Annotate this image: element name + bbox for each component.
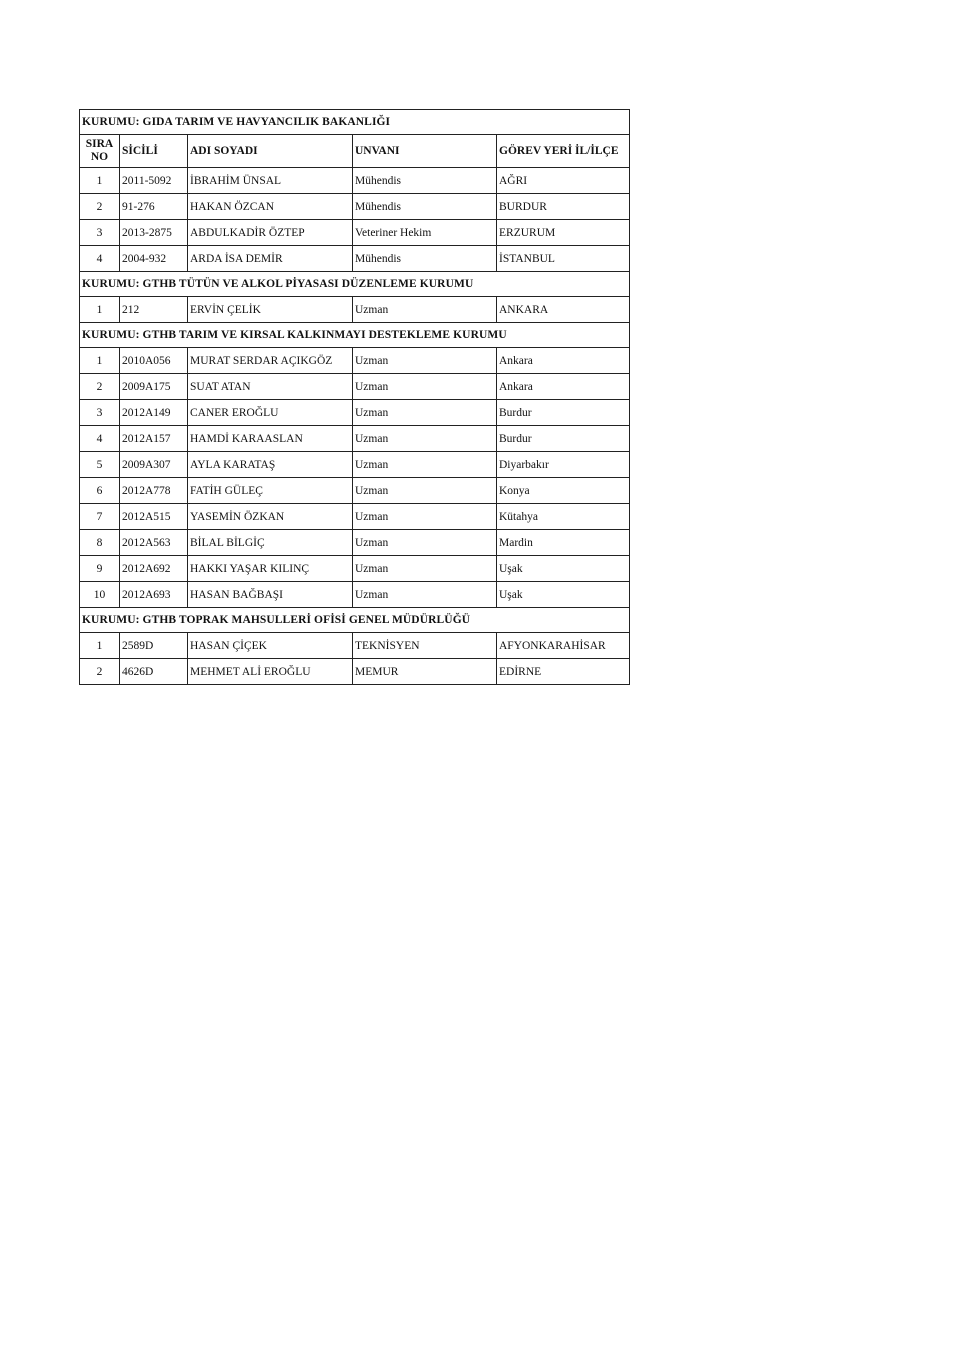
section-title: KURUMU: GTHB TÜTÜN VE ALKOL PİYASASI DÜZENLEME KURUMU bbox=[80, 272, 630, 297]
cell-sicili: 2011-5092 bbox=[120, 168, 188, 194]
personnel-table bbox=[79, 109, 630, 685]
cell-unvani: TEKNİSYEN bbox=[353, 633, 497, 659]
cell-unvani: Veteriner Hekim bbox=[353, 220, 497, 246]
cell-sicili: 91-276 bbox=[120, 194, 188, 220]
cell-sira-no: 8 bbox=[80, 530, 120, 556]
table-row bbox=[80, 297, 630, 323]
section-title: KURUMU: GIDA TARIM VE HAVYANCILIK BAKANLIĞI bbox=[80, 110, 630, 135]
cell-sicili: 2012A693 bbox=[120, 582, 188, 608]
cell-unvani: Uzman bbox=[353, 348, 497, 374]
cell-gorev-yeri: Ankara bbox=[497, 374, 630, 400]
cell-sira-no: 2 bbox=[80, 374, 120, 400]
cell-gorev-yeri: ANKARA bbox=[497, 297, 630, 323]
cell-gorev-yeri: Burdur bbox=[497, 426, 630, 452]
cell-unvani: Mühendis bbox=[353, 168, 497, 194]
header-gorev-yeri: GÖREV YERİ İL/İLÇE bbox=[497, 135, 630, 168]
table-row bbox=[80, 194, 630, 220]
table-row bbox=[80, 659, 630, 685]
cell-sira-no: 4 bbox=[80, 426, 120, 452]
table-row bbox=[80, 582, 630, 608]
cell-unvani: Uzman bbox=[353, 297, 497, 323]
cell-unvani: Uzman bbox=[353, 582, 497, 608]
header-sicili: SİCİLİ bbox=[120, 135, 188, 168]
cell-adi-soyadi: MURAT SERDAR AÇIKGÖZ bbox=[188, 348, 353, 374]
cell-sira-no: 1 bbox=[80, 297, 120, 323]
cell-unvani: Uzman bbox=[353, 556, 497, 582]
table-row bbox=[80, 452, 630, 478]
header-sira-no: SIRA NO bbox=[80, 135, 120, 168]
cell-gorev-yeri: BURDUR bbox=[497, 194, 630, 220]
cell-unvani: Uzman bbox=[353, 426, 497, 452]
section-title: KURUMU: GTHB TARIM VE KIRSAL KALKINMAYI DESTEKLEME KURUMU bbox=[80, 323, 630, 348]
cell-adi-soyadi: BİLAL BİLGİÇ bbox=[188, 530, 353, 556]
cell-adi-soyadi: HAKAN ÖZCAN bbox=[188, 194, 353, 220]
cell-sicili: 2012A692 bbox=[120, 556, 188, 582]
table-row bbox=[80, 400, 630, 426]
cell-sicili: 2010A056 bbox=[120, 348, 188, 374]
table-row bbox=[80, 556, 630, 582]
cell-sira-no: 9 bbox=[80, 556, 120, 582]
cell-gorev-yeri: Burdur bbox=[497, 400, 630, 426]
cell-sira-no: 1 bbox=[80, 348, 120, 374]
section-title-row bbox=[80, 110, 630, 135]
cell-gorev-yeri: Kütahya bbox=[497, 504, 630, 530]
cell-sira-no: 5 bbox=[80, 452, 120, 478]
cell-sicili: 2012A157 bbox=[120, 426, 188, 452]
cell-sira-no: 2 bbox=[80, 659, 120, 685]
cell-unvani: Uzman bbox=[353, 374, 497, 400]
table-row bbox=[80, 478, 630, 504]
cell-unvani: Uzman bbox=[353, 530, 497, 556]
cell-sira-no: 7 bbox=[80, 504, 120, 530]
cell-gorev-yeri: Mardin bbox=[497, 530, 630, 556]
header-adi-soyadi: ADI SOYADI bbox=[188, 135, 353, 168]
cell-sira-no: 1 bbox=[80, 168, 120, 194]
section-title-row bbox=[80, 323, 630, 348]
cell-sira-no: 3 bbox=[80, 220, 120, 246]
cell-adi-soyadi: FATİH GÜLEÇ bbox=[188, 478, 353, 504]
cell-sicili: 2009A307 bbox=[120, 452, 188, 478]
cell-gorev-yeri: Uşak bbox=[497, 582, 630, 608]
cell-unvani: Uzman bbox=[353, 400, 497, 426]
table-row bbox=[80, 504, 630, 530]
cell-adi-soyadi: AYLA KARATAŞ bbox=[188, 452, 353, 478]
table-row bbox=[80, 348, 630, 374]
cell-adi-soyadi: ABDULKADİR ÖZTEP bbox=[188, 220, 353, 246]
cell-sicili: 2012A563 bbox=[120, 530, 188, 556]
cell-sicili: 2004-932 bbox=[120, 246, 188, 272]
cell-sicili: 2012A149 bbox=[120, 400, 188, 426]
cell-sicili: 2589D bbox=[120, 633, 188, 659]
cell-adi-soyadi: MEHMET ALİ EROĞLU bbox=[188, 659, 353, 685]
cell-sira-no: 3 bbox=[80, 400, 120, 426]
cell-gorev-yeri: ERZURUM bbox=[497, 220, 630, 246]
cell-adi-soyadi: ERVİN ÇELİK bbox=[188, 297, 353, 323]
cell-unvani: Uzman bbox=[353, 478, 497, 504]
cell-sira-no: 2 bbox=[80, 194, 120, 220]
cell-gorev-yeri: AFYONKARAHİSAR bbox=[497, 633, 630, 659]
cell-sicili: 4626D bbox=[120, 659, 188, 685]
cell-gorev-yeri: Ankara bbox=[497, 348, 630, 374]
cell-adi-soyadi: YASEMİN ÖZKAN bbox=[188, 504, 353, 530]
table-row bbox=[80, 246, 630, 272]
section-title-row bbox=[80, 272, 630, 297]
cell-sicili: 2009A175 bbox=[120, 374, 188, 400]
cell-gorev-yeri: AĞRI bbox=[497, 168, 630, 194]
cell-sira-no: 6 bbox=[80, 478, 120, 504]
table-row bbox=[80, 426, 630, 452]
cell-adi-soyadi: HAMDİ KARAASLAN bbox=[188, 426, 353, 452]
cell-gorev-yeri: EDİRNE bbox=[497, 659, 630, 685]
table-body bbox=[80, 110, 630, 685]
cell-gorev-yeri: İSTANBUL bbox=[497, 246, 630, 272]
section-title-row bbox=[80, 608, 630, 633]
cell-unvani: Uzman bbox=[353, 452, 497, 478]
table-row bbox=[80, 220, 630, 246]
header-unvani: UNVANI bbox=[353, 135, 497, 168]
cell-adi-soyadi: HASAN BAĞBAŞI bbox=[188, 582, 353, 608]
cell-sicili: 2013-2875 bbox=[120, 220, 188, 246]
column-header-row bbox=[80, 135, 630, 168]
cell-unvani: Uzman bbox=[353, 504, 497, 530]
section-title: KURUMU: GTHB TOPRAK MAHSULLERİ OFİSİ GENEL MÜDÜRLÜĞÜ bbox=[80, 608, 630, 633]
cell-adi-soyadi: CANER EROĞLU bbox=[188, 400, 353, 426]
cell-sira-no: 10 bbox=[80, 582, 120, 608]
cell-unvani: Mühendis bbox=[353, 246, 497, 272]
cell-unvani: Mühendis bbox=[353, 194, 497, 220]
cell-gorev-yeri: Diyarbakır bbox=[497, 452, 630, 478]
table-row bbox=[80, 374, 630, 400]
cell-sicili: 2012A778 bbox=[120, 478, 188, 504]
cell-sira-no: 4 bbox=[80, 246, 120, 272]
cell-sira-no: 1 bbox=[80, 633, 120, 659]
cell-unvani: MEMUR bbox=[353, 659, 497, 685]
cell-sicili: 212 bbox=[120, 297, 188, 323]
cell-adi-soyadi: İBRAHİM ÜNSAL bbox=[188, 168, 353, 194]
cell-adi-soyadi: SUAT ATAN bbox=[188, 374, 353, 400]
cell-gorev-yeri: Konya bbox=[497, 478, 630, 504]
cell-adi-soyadi: HAKKI YAŞAR KILINÇ bbox=[188, 556, 353, 582]
cell-gorev-yeri: Uşak bbox=[497, 556, 630, 582]
cell-adi-soyadi: HASAN ÇİÇEK bbox=[188, 633, 353, 659]
table-row bbox=[80, 530, 630, 556]
cell-sicili: 2012A515 bbox=[120, 504, 188, 530]
cell-adi-soyadi: ARDA İSA DEMİR bbox=[188, 246, 353, 272]
table-row bbox=[80, 633, 630, 659]
table-row bbox=[80, 168, 630, 194]
